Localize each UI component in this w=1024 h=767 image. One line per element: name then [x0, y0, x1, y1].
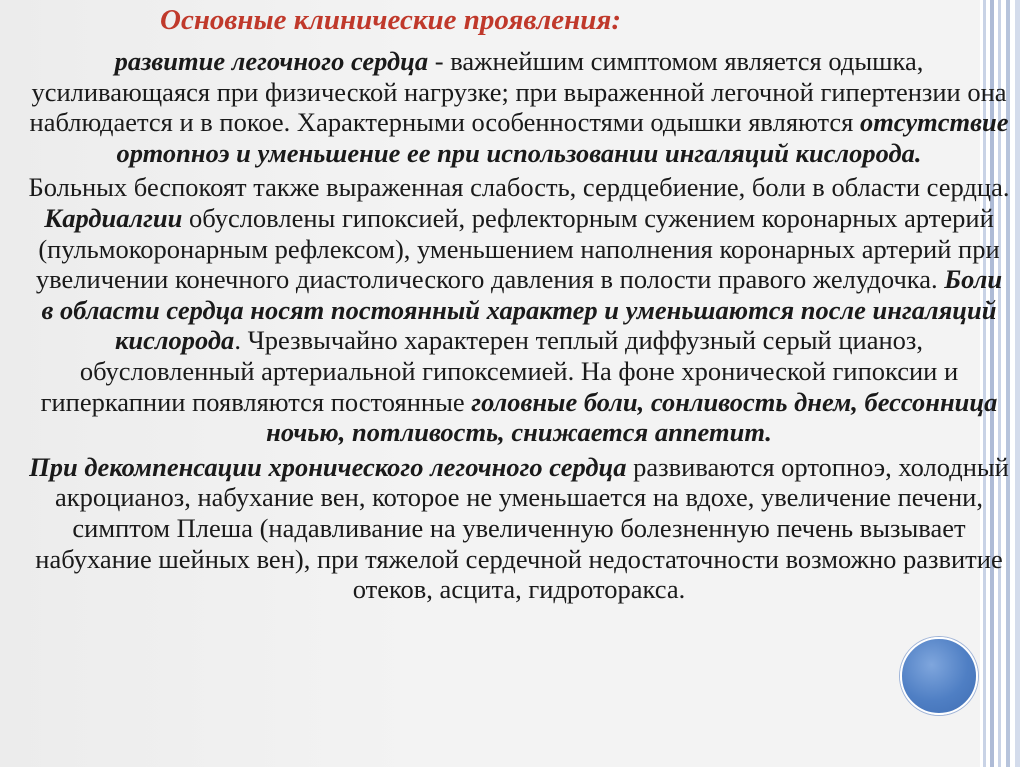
text-cyanosis: . Чрезвычайно характерен теплый диффузный серый цианоз, обусловленный артериальной гипоксемией. На фоне хронической гипоксии и гиперкапнии появляются постоянные	[40, 325, 959, 417]
text-dyspnea: - важнейшим симптомом является одышка, усиливающаяся при физической нагрузке; при выраженной легочной гипертензии она наблюдается и в покое. Характерными особенностями одышки являются	[29, 46, 1007, 138]
emphasis-chest-pain: Боли в области сердца носят постоянный характер и уменьшаются после ингаляций кислорода	[41, 264, 1003, 356]
paragraph-pulmonary-heart	[28, 46, 1010, 168]
text-cardialgia-causes: обусловлены гипоксией, рефлекторным сужением коронарных артерий (пульмокоронарным рефлексом), уменьшением наполнения коронарных артерий при увеличении конечного диастолического давления в полости правого желудочка.	[35, 202, 1000, 295]
emphasis-pulmonary-heart: развитие легочного сердца	[114, 46, 429, 76]
slide-body	[28, 46, 1010, 609]
text-complaints: Больных беспокоят также выраженная слабость, сердцебиение, боли в области сердца.	[28, 172, 1010, 203]
emphasis-decompensation: При декомпенсации хронического легочного сердца	[29, 451, 627, 482]
decorative-circle	[900, 637, 978, 715]
emphasis-cardialgia: Кардиалгии	[44, 202, 183, 233]
paragraph-complaints	[28, 172, 1010, 447]
text-decompensation: развиваются ортопноэ, холодный акроцианоз, набухание вен, которое не уменьшается на вдохе, увеличение печени, симптом Плеша (надавливание на увеличенную болезненную печень вызывает набухание шейных вен), при тяжелой сердечной недостаточности возможно развитие отеков, асцита, гидроторакса.	[35, 451, 1009, 605]
paragraph-decompensation	[28, 452, 1010, 605]
slide-title: Основные клинические проявления:	[160, 4, 621, 36]
emphasis-headache: головные боли, сонливость днем, бессонница ночью, потливость, снижается аппетит.	[266, 386, 998, 448]
emphasis-orthopnea-absence: отсутствие ортопноэ и уменьшение ее при использовании ингаляций кислорода.	[116, 107, 1009, 168]
